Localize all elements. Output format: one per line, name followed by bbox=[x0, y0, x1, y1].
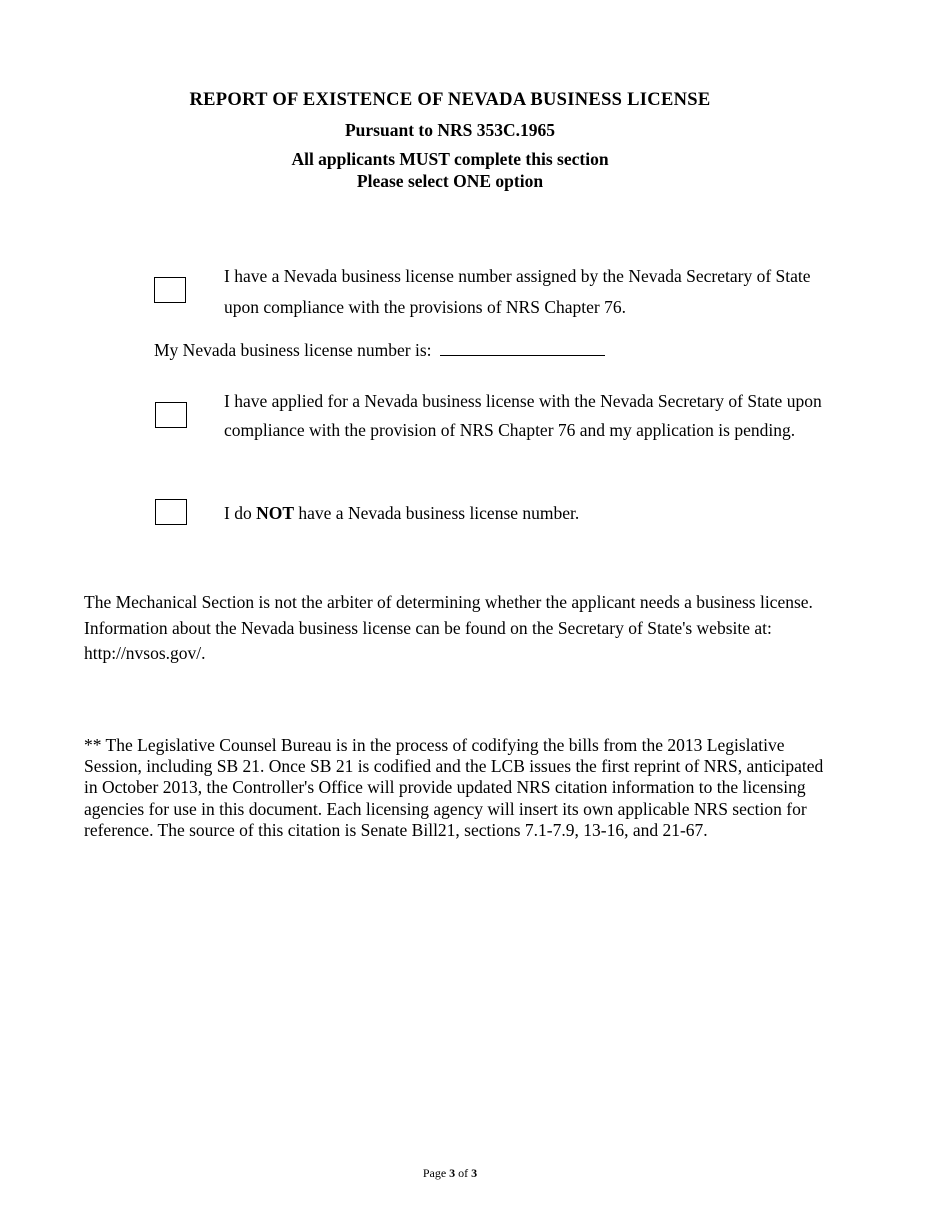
option-no-license-prefix: I do bbox=[224, 503, 257, 523]
license-number-label: My Nevada business license number is: bbox=[154, 340, 432, 360]
instruction-subtitle: All applicants MUST complete this section bbox=[291, 149, 609, 169]
current-page: 3 bbox=[449, 1166, 456, 1180]
of-label: of bbox=[458, 1166, 469, 1180]
report-title: REPORT OF EXISTENCE OF NEVADA BUSINESS LICENSE bbox=[189, 90, 711, 110]
page-label: Page bbox=[422, 1166, 447, 1180]
option-no-license-checkbox[interactable] bbox=[155, 499, 187, 525]
option-no-license-text bbox=[224, 498, 839, 529]
pursuant-subtitle: Pursuant to NRS 353C.1965 bbox=[344, 120, 556, 140]
option-no-license-suffix: have a Nevada business license number. bbox=[294, 503, 580, 523]
option-have-license-checkbox[interactable] bbox=[154, 277, 186, 303]
footnote-paragraph: ** The Legislative Counsel Bureau is in the process of codifying the bills from the 2013 Legislative Session, including SB 21. Once SB 21 is codified and the LCB issues the first reprint of NRS, anticipated in October 2013, the Controller's Office will provide updated NRS citation information to the licensing agencies for use in this document. Each licensing agency will insert its own applicable NRS section for reference. The source of this citation is Senate Bill21, sections 7.1-7.9, 13-16, and 21-67. bbox=[84, 735, 824, 840]
license-number-row bbox=[154, 339, 605, 361]
page-footer bbox=[0, 1166, 900, 1181]
option-have-license-text: I have a Nevada business license number assigned by the Nevada Secretary of State upon compliance with the provisions of NRS Chapter 76. bbox=[224, 266, 811, 317]
select-subtitle: Please select ONE option bbox=[356, 171, 544, 191]
license-number-field[interactable] bbox=[440, 339, 605, 356]
option-applied-checkbox[interactable] bbox=[155, 402, 187, 428]
disclaimer-paragraph: The Mechanical Section is not the arbiter of determining whether the applicant needs a business license. Information about the Nevada business license can be found on the Secretary of State's website at: http://nvsos.gov/. bbox=[84, 592, 813, 663]
option-applied-text: I have applied for a Nevada business license with the Nevada Secretary of State upon compliance with the provision of NRS Chapter 76 and my application is pending. bbox=[224, 391, 822, 440]
option-no-license-emphasis: NOT bbox=[256, 503, 295, 523]
total-pages: 3 bbox=[471, 1166, 478, 1180]
